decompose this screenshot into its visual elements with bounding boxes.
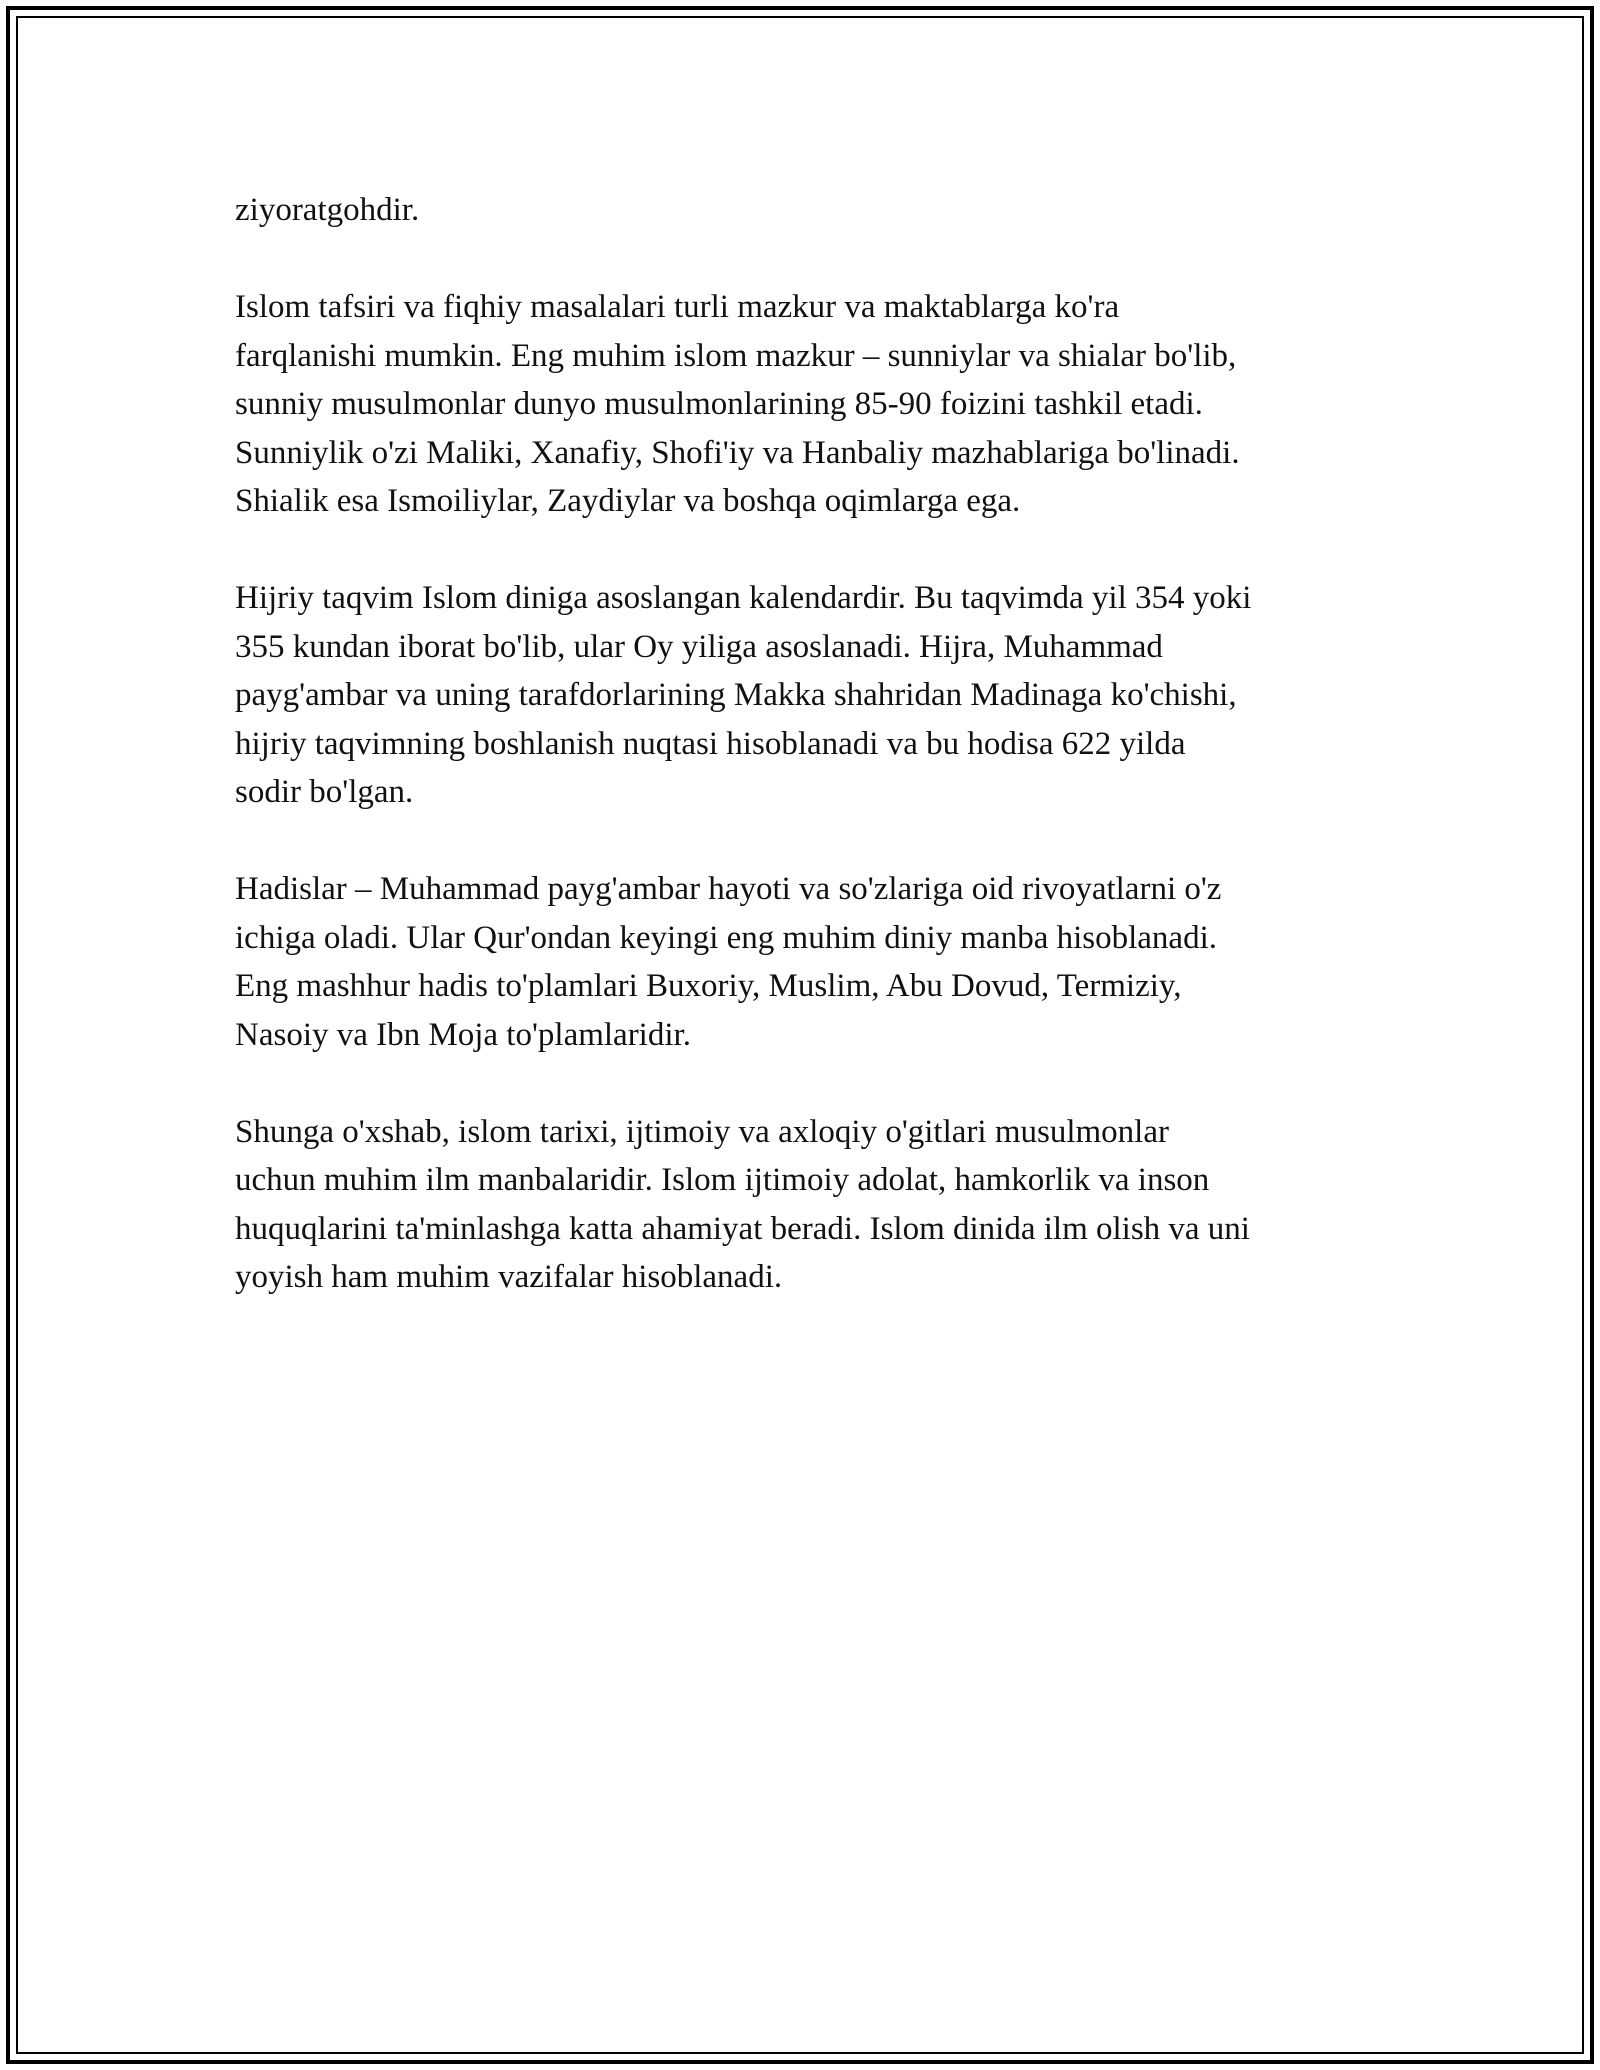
paragraph-schools-of-thought: Islom tafsiri va fiqhiy masalalari turli mazkur va maktablarga ko'ra farqlanishi mumkin. Eng muhim islom mazkur – sunniylar va shialar bo'lib, sunniy musulmonlar dunyo musulmonlarining 85-90 foizini tashkil etadi. Sunniylik o'zi Maliki, Xanafiy, Shofi'iy va Hanbaliy mazhablariga bo'linadi. Shialik esa Ismoiliylar, Zaydiylar va boshqa oqimlarga ega. <box>235 289 1240 519</box>
paragraph-hadith: Hadislar – Muhammad payg'ambar hayoti va so'zlariga oid rivoyatlarni o'z ichiga oladi. Ular Qur'ondan keyingi eng muhim diniy manba hisoblanadi. Eng mashhur hadis to'plamlari Buxoriy, Muslim, Abu Dovud, Termiziy, Nasoiy va Ibn Moja to'plamlaridir. <box>235 871 1222 1053</box>
paragraph-social-teachings: Shunga o'xshab, islom tarixi, ijtimoiy va axloqiy o'gitlari musulmonlar uchun muhim ilm manbalaridir. Islom ijtimoiy adolat, hamkorlik va inson huquqlarini ta'minlashga katta ahamiyat beradi. Islom dinida ilm olish va uni yoyish ham muhim vazifalar hisoblanadi. <box>235 1113 1250 1295</box>
paragraph-hijri-calendar: Hijriy taqvim Islom diniga asoslangan kalendardir. Bu taqvimda yil 354 yoki 355 kundan iborat bo'lib, ular Oy yiliga asoslanadi. Hijra, Muhammad payg'ambar va uning tarafdorlarining Makka shahridan Madinaga ko'chishi, hijriy taqvimning boshlanish nuqtasi hisoblanadi va bu hodisa 622 yilda sodir bo'lgan. <box>235 580 1252 810</box>
document-body <box>235 186 1375 1350</box>
paragraph-continuation: ziyoratgohdir. <box>235 192 420 228</box>
